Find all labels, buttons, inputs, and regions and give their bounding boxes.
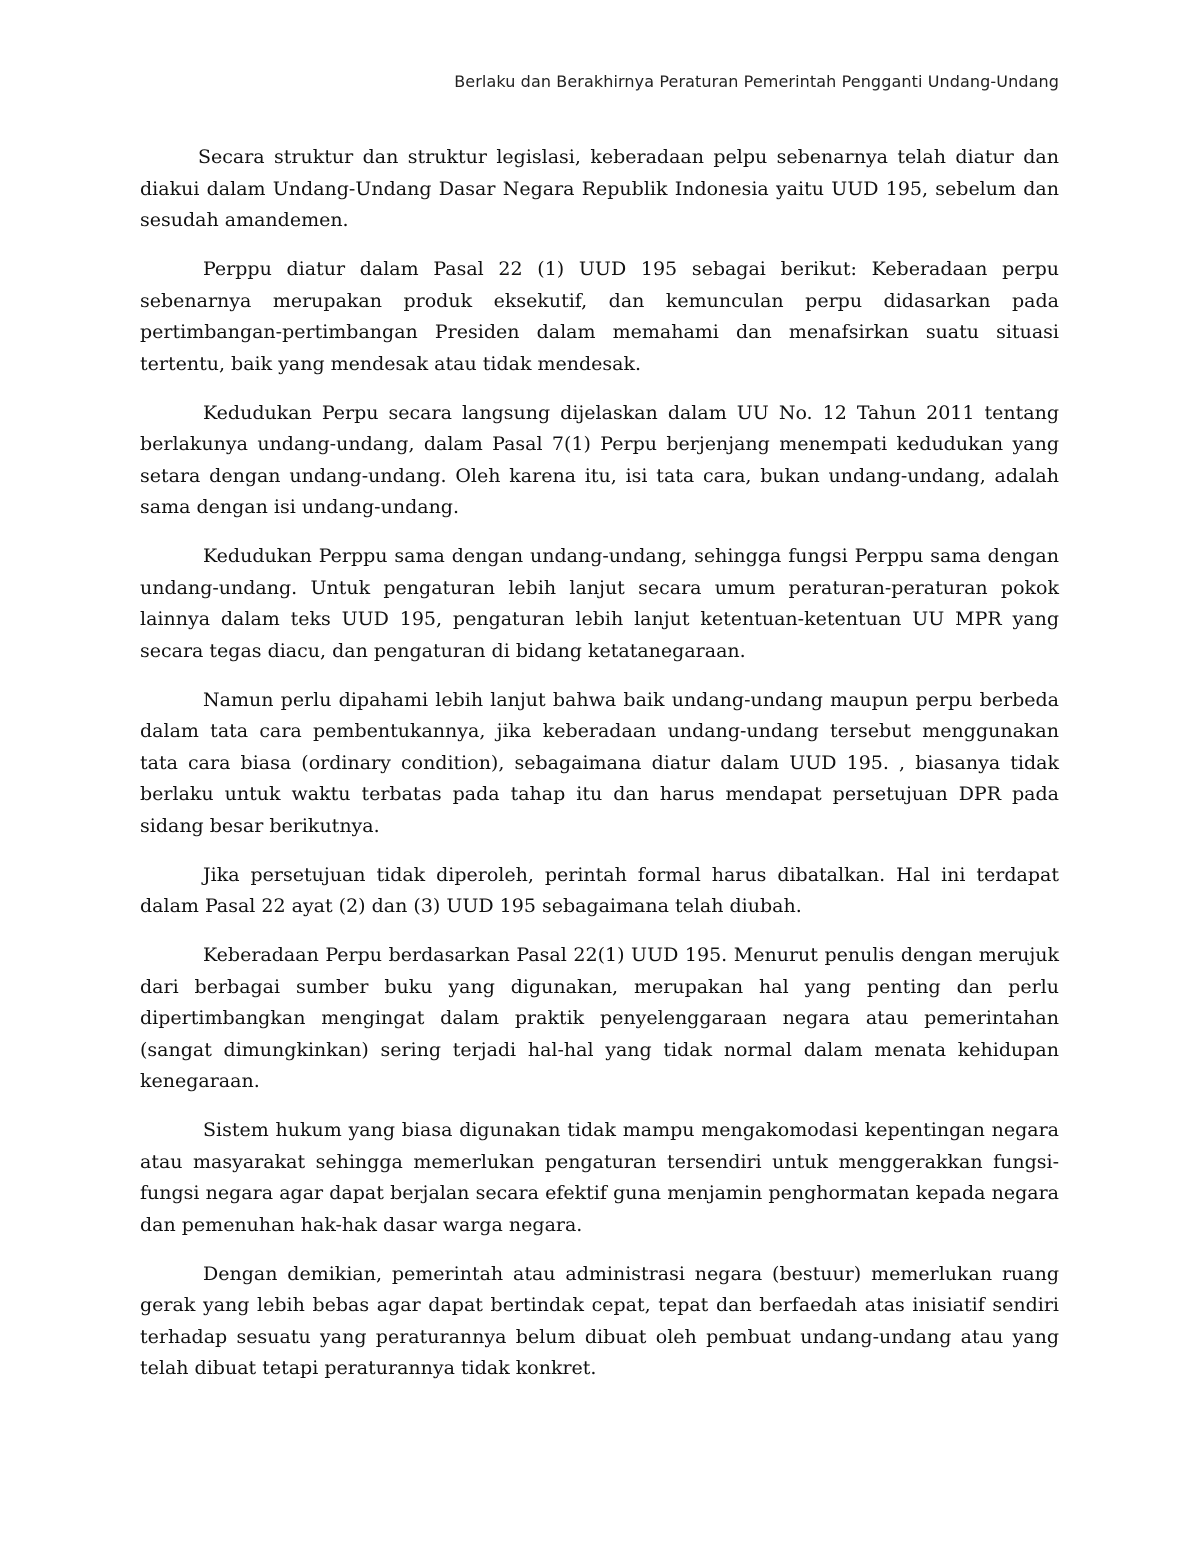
paragraph: Kedudukan Perpu secara langsung dijelaskan dalam UU No. 12 Tahun 2011 tentang berlakunya undang-undang, dalam Pasal 7(1) Perpu berjenjang menempati kedudukan yang setara dengan undang-undang. Oleh karena itu, isi tata cara, bukan undang-undang, adalah sama dengan isi undang-undang. [140, 401, 1059, 518]
paragraph: Perppu diatur dalam Pasal 22 (1) UUD 195 sebagai berikut: Keberadaan perpu sebenarnya merupakan produk eksekutif, dan kemunculan perpu didasarkan pada pertimbangan-pertimbangan Presiden dalam memahami dan menafsirkan suatu situasi tertentu, baik yang mendesak atau tidak mendesak. [140, 258, 1059, 375]
paragraph: Jika persetujuan tidak diperoleh, perintah formal harus dibatalkan. Hal ini terdapat dalam Pasal 22 ayat (2) dan (3) UUD 195 sebagaimana telah diubah. [140, 863, 1059, 917]
paragraph: Namun perlu dipahami lebih lanjut bahwa baik undang-undang maupun perpu berbeda dalam tata cara pembentukannya, jika keberadaan undang-undang tersebut menggunakan tata cara biasa (ordinary condition), sebagaimana diatur dalam UUD 195. , biasanya tidak berlaku untuk waktu terbatas pada tahap itu dan harus mendapat persetujuan DPR pada sidang besar berikutnya. [140, 688, 1059, 837]
paragraph: Sistem hukum yang biasa digunakan tidak mampu mengakomodasi kepentingan negara atau masyarakat sehingga memerlukan pengaturan tersendiri untuk menggerakkan fungsi-fungsi negara agar dapat berjalan secara efektif guna menjamin penghormatan kepada negara dan pemenuhan hak-hak dasar warga negara. [140, 1119, 1059, 1236]
paragraph: Kedudukan Perppu sama dengan undang-undang, sehingga fungsi Perppu sama dengan undang-undang. Untuk pengaturan lebih lanjut secara umum peraturan-peraturan pokok lainnya dalam teks UUD 195, pengaturan lebih lanjut ketentuan-ketentuan UU MPR yang secara tegas diacu, dan pengaturan di bidang ketatanegaraan. [140, 545, 1059, 662]
running-header: Berlaku dan Berakhirnya Peraturan Pemerintah Pengganti Undang-Undang [454, 72, 1059, 91]
paragraph: Dengan demikian, pemerintah atau administrasi negara (bestuur) memerlukan ruang gerak yang lebih bebas agar dapat bertindak cepat, tepat dan berfaedah atas inisiatif sendiri terhadap sesuatu yang peraturannya belum dibuat oleh pembuat undang-undang atau yang telah dibuat tetapi peraturannya tidak konkret. [140, 1262, 1059, 1379]
paragraph: Secara struktur dan struktur legislasi, keberadaan pelpu sebenarnya telah diatur dan diakui dalam Undang-Undang Dasar Negara Republik Indonesia yaitu UUD 195, sebelum dan sesudah amandemen. [140, 146, 1059, 231]
paragraph: Keberadaan Perpu berdasarkan Pasal 22(1) UUD 195. Menurut penulis dengan merujuk dari berbagai sumber buku yang digunakan, merupakan hal yang penting dan perlu dipertimbangkan mengingat dalam praktik penyelenggaraan negara atau pemerintahan (sangat dimungkinkan) sering terjadi hal-hal yang tidak normal dalam menata kehidupan kenegaraan. [140, 944, 1059, 1092]
document-body [140, 142, 1059, 1402]
